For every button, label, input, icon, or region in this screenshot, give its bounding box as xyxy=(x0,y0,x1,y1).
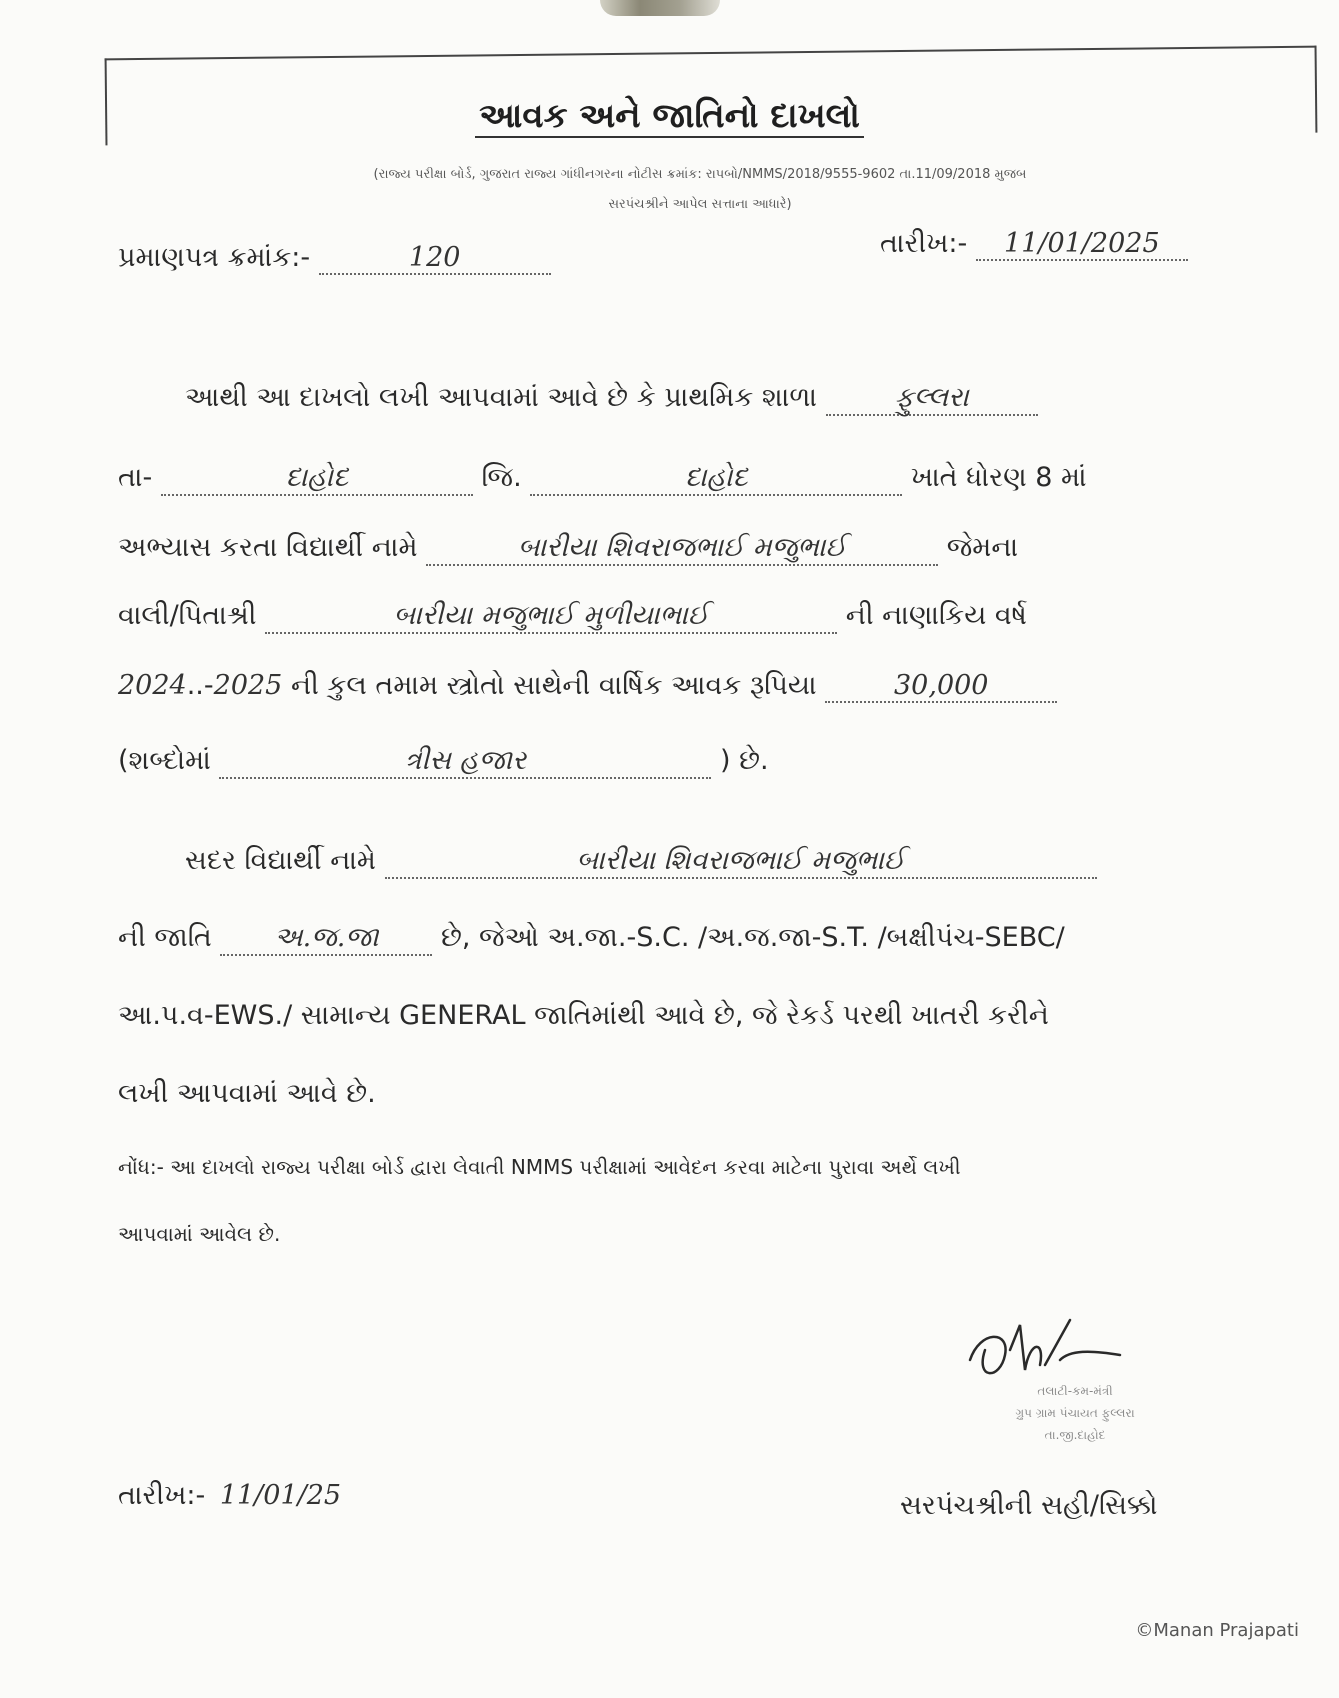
year-end: 2025 xyxy=(213,670,283,701)
body-line-4: વાલી/પિતાશ્રી બારીયા મજુભાઈ મુળીયાભાઈ ની નાણાકિય વર્ષ xyxy=(118,600,1027,634)
note-line-2: આપવામાં આવેલ છે. xyxy=(118,1222,281,1246)
authority-note xyxy=(150,160,1250,220)
body-line-6: (શબ્દોમાં ત્રીસ હજાર ) છે. xyxy=(118,745,769,779)
taluka-name: દાહોદ xyxy=(161,462,473,496)
annual-income: 30,000 xyxy=(825,670,1057,703)
body-line-1: આથી આ દાખલો લખી આપવામાં આવે છે કે પ્રાથમિક શાળા ફુલ્લરા xyxy=(185,382,1038,416)
body-line-3: અભ્યાસ કરતા વિદ્યાર્થી નામે બારીયા શિવરાજભાઈ મજુભાઈ જેમના xyxy=(118,532,1018,566)
school-name: ફુલ્લરા xyxy=(826,382,1038,416)
body-line-5: 2024..-2025 ની કુલ તમામ સ્ત્રોતો સાથેની વાર્ષિક આવક રૂપિયા 30,000 xyxy=(118,670,1057,703)
student-name: બારીયા શિવરાજભાઈ મજુભાઈ xyxy=(426,532,938,566)
parent-name: બારીયા મજુભાઈ મુળીયાભાઈ xyxy=(265,600,837,634)
photo-edge xyxy=(600,0,720,16)
watermark-credit: ©Manan Prajapati xyxy=(1135,1620,1299,1641)
authority-note-line2: સરપંચશ્રીને આપેલ સત્તાના આધારે) xyxy=(608,197,792,212)
certificate-date xyxy=(880,228,1188,261)
body-line-8: ની જાતિ અ.જ.જા છે, જેઓ અ.જા.-S.C. /અ.જ.જા-S.T. /બક્ષીપંચ-SEBC/ xyxy=(118,922,1065,956)
authority-note-line1: (રાજ્ય પરીક્ષા બોર્ડ, ગુજરાત રાજ્ય ગાંધીનગરના નોટીસ ક્રમાંક: રાપબો/NMMS/2018/9555-9602 તા.11/09/2018 મુજબ xyxy=(373,167,1027,182)
student-name-repeat: બારીયા શિવરાજભાઈ મજુભાઈ xyxy=(385,845,1097,879)
certificate-number xyxy=(118,242,551,275)
caste: અ.જ.જા xyxy=(220,922,432,956)
certificate-date-label: તારીખ:- xyxy=(880,228,968,259)
certificate-title: આવક અને જાતિનો દાખલો xyxy=(0,96,1339,136)
body-line-9: આ.પ.વ-EWS./ સામાન્ય GENERAL જાતિમાંથી આવે છે, જે રેકર્ડ પરથી ખાતરી કરીને xyxy=(118,1000,1049,1031)
certificate-number-value: 120 xyxy=(319,242,551,275)
body-line-7: સદર વિદ્યાર્થી નામે બારીયા શિવરાજભાઈ મજુભાઈ xyxy=(185,845,1097,879)
body-line-2: તા- દાહોદ જિ. દાહોદ ખાતે ધોરણ 8 માં xyxy=(118,462,1087,496)
certificate-date-value: 11/01/2025 xyxy=(976,228,1188,261)
note-line-1: નોંધ:- આ દાખલો રાજ્ય પરીક્ષા બોર્ડ દ્વારા લેવાતી NMMS પરીક્ષામાં આવેદન કરવા માટેના પુરાવા અર્થે લખી xyxy=(118,1155,961,1179)
body-line-10: લખી આપવામાં આવે છે. xyxy=(118,1078,376,1109)
sarpanch-signature-label: સરપંચશ્રીની સહી/સિક્કો xyxy=(900,1490,1158,1521)
footer-date-value: 11/01/25 xyxy=(219,1480,342,1511)
district-name: દાહોદ xyxy=(530,462,902,496)
certificate-number-label: પ્રમાણપત્ર ક્રમાંક:- xyxy=(118,242,311,273)
official-stamp: તલાટી-કમ-મંત્રી ગ્રુપ ગ્રામ પંચાયત ફુલ્લરા તા.જી.દાહોદ xyxy=(1015,1384,1135,1442)
footer-date: તારીખ:- 11/01/25 xyxy=(118,1480,347,1512)
income-in-words: ત્રીસ હજાર xyxy=(219,745,711,779)
year-start: 2024 xyxy=(118,670,187,701)
